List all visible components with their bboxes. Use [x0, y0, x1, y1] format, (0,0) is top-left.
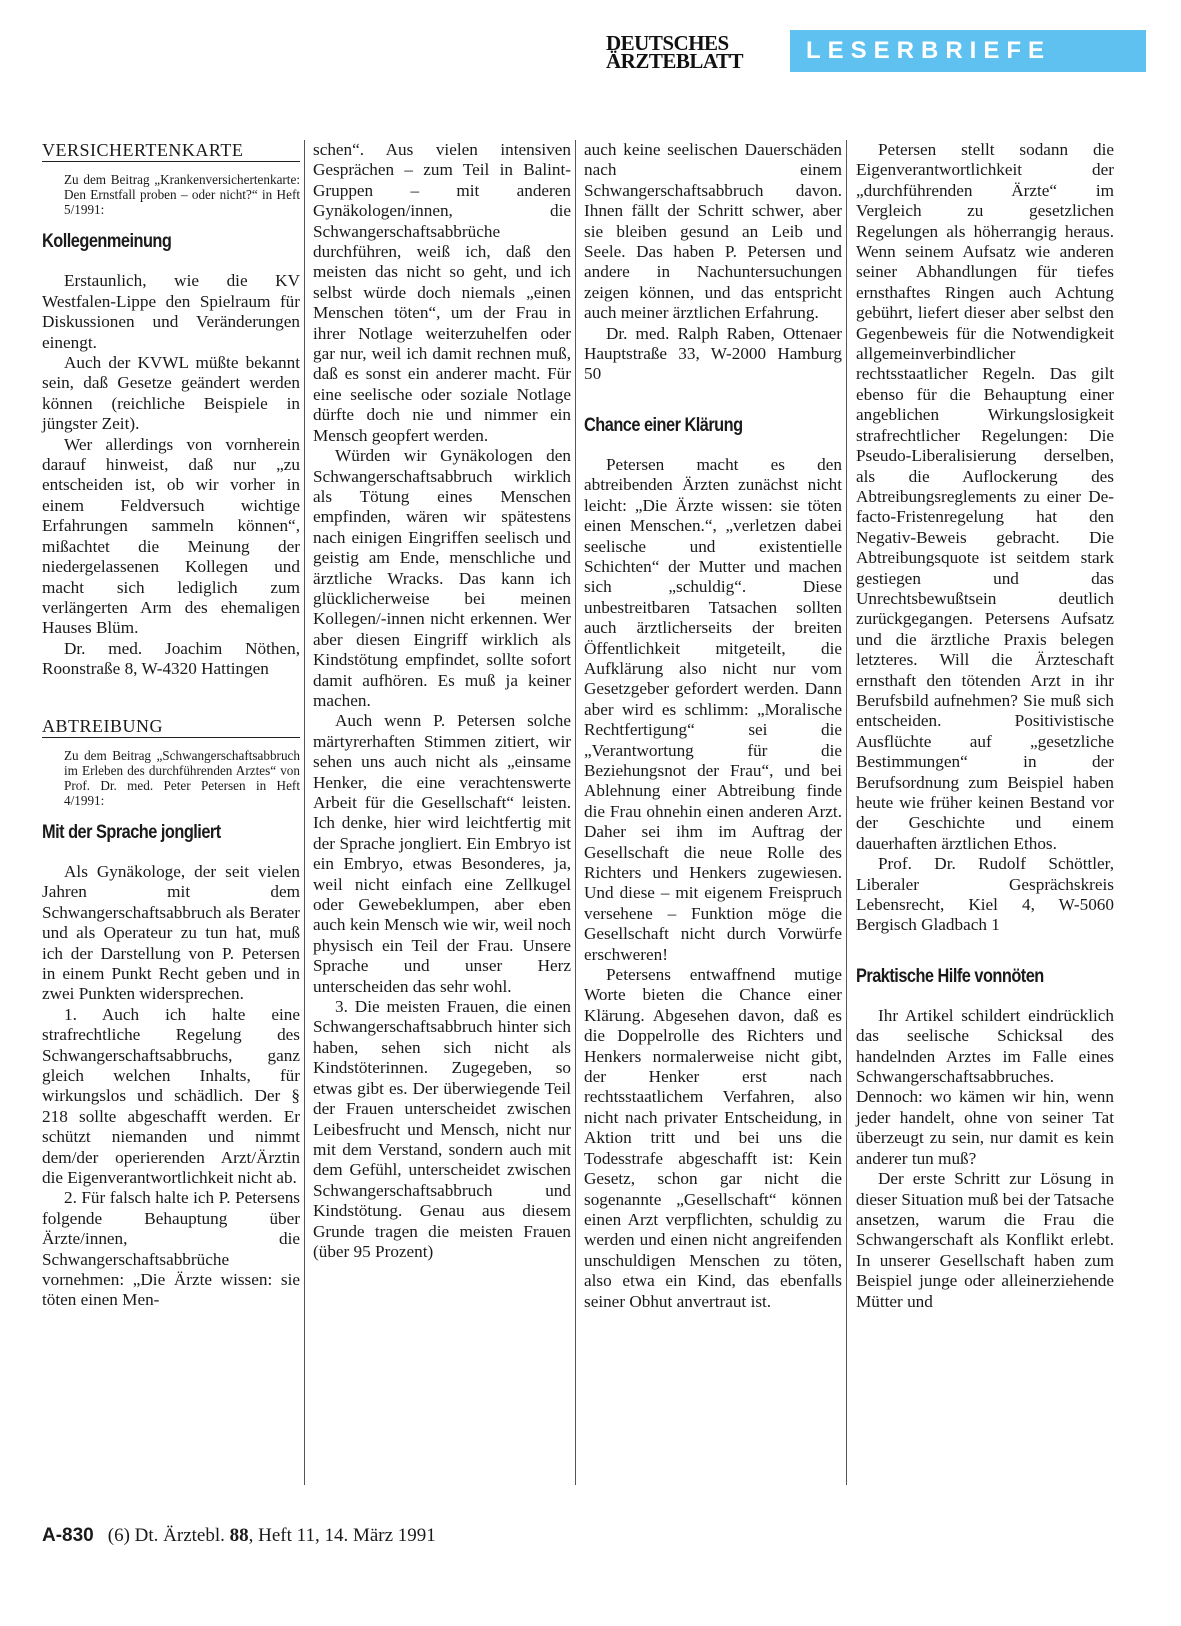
- citation-volume: 88: [229, 1525, 249, 1546]
- letter-headline: Mit der Sprache jongliert: [42, 821, 221, 843]
- column-divider: [575, 140, 576, 1485]
- masthead: [606, 30, 1146, 80]
- letter-paragraph: 3. Die meisten Frauen, die einen Schwangerschaftsabbruch hinter sich haben, sehen sich nicht als Kindstöterinnen. Zugegeben, so etwas gibt es. Der überwiegende Teil der Frauen unterscheidet zwischen Leibesfrucht und Mensch, nicht nur mit dem Verstand, sondern auch mit dem Gefühl, unterscheidet zwischen Schwangerschaftsabbruch und Kindstötung. Genau aus diesem Grunde tragen die meisten Frauen (über 95 Prozent): [313, 997, 571, 1261]
- letter-headline: Kollegenmeinung: [42, 231, 172, 253]
- column-divider: [304, 140, 305, 1485]
- letter-paragraph: Auch der KVWL müßte bekannt sein, daß Gesetze geändert werden können (reichliche Beispiele in jüngster Zeit).: [42, 353, 300, 434]
- column-4: [856, 140, 1114, 1312]
- letter-paragraph: Petersen macht es den abtreibenden Ärzten zunächst nicht leicht: „Die Ärzte wissen: sie töten einen Menschen.“, „verletzen dabei seelische und existentielle Schichten“ der Mutter und machen sich „schuldig“. Diese unbestreitbaren Tatsachen sollten auch ärztlicherseits der breiten Öffentlichkeit mitgeteilt, die Aufklärung also nicht nur vom Gesetzgeber gefordert werden. Dann aber wird es schlimm: „Moralische Rechtfertigung“ sei die „Verantwortung für die Beziehungsnot der Frau“, und bei Ablehnung einer Abtreibung finde die Frau ohnehin einen anderen Arzt. Daher sei ihm im Auftrag der Gesellschaft die neue Rolle des Richters und Henkers zugewiesen. Und diese – mit eigenem Freispruch versehene – Funktion möge die Gesellschaft nicht durch Vorwürfe erschweren!: [584, 454, 842, 964]
- letter-signature: Prof. Dr. Rudolf Schöttler, Liberaler Gesprächskreis Lebensrecht, Kiel 4, W-5060 Bergisch Gladbach 1: [856, 854, 1114, 935]
- column-divider: [846, 140, 847, 1485]
- article-reference: Zu dem Beitrag „Schwangerschaftsabbruch im Erleben des durchführenden Arztes“ von Prof. Dr. med. Peter Petersen in Heft 4/1991:: [64, 747, 300, 808]
- letter-paragraph: Als Gynäkologe, der seit vielen Jahren mit dem Schwangerschaftsabbruch als Berater und als Operateur zu tun hat, muß ich der Darstellung von P. Petersen in einem Punkt Recht geben und in zwei Punkten widersprechen.: [42, 861, 300, 1004]
- letter-paragraph: 2. Für falsch halte ich P. Petersens folgende Behauptung über Ärzte/innen, die Schwangerschaftsabbrüche vornehmen: „Die Ärzte wissen: sie töten einen Men-: [42, 1188, 300, 1310]
- letter-paragraph: Erstaunlich, wie die KV Westfalen-Lippe den Spielraum für Diskussionen und Veränderungen einengt.: [42, 271, 300, 352]
- page-footer: [42, 1525, 436, 1547]
- section-title-abtreibung: ABTREIBUNG: [42, 716, 300, 738]
- letter-paragraph: Der erste Schritt zur Lösung in dieser Situation muß bei der Tatsache ansetzen, warum die Frau die Schwangerschaft als Konflikt erlebt. In unserer Gesellschaft haben zum Beispiel junge oder alleinerziehende Mütter und: [856, 1169, 1114, 1311]
- page-number: A-830: [42, 1525, 94, 1546]
- section-title-versichertenkarte: VERSICHERTENKARTE: [42, 140, 300, 162]
- letter-paragraph: Petersens entwaffnend mutige Worte bieten die Chance einer Klärung. Abgesehen davon, daß es die Doppelrolle des Richters und Henkers normalerweise nicht gibt, der Henker erst nach rechtsstaatlichem Verfahren, also nicht nach privater Entscheidung, in Aktion tritt und bei uns die Todesstrafe abgeschafft ist: Kein Gesetz, schon gar nicht die sogenannte „Gesellschaft“ können einen Arzt verpflichten, schuldig zu werden und einen nicht angreifenden unschuldigen Menschen zu töten, also etwa ein Kind, das ebenfalls seiner Obhut anvertraut ist.: [584, 965, 842, 1311]
- journal-name: [606, 31, 743, 73]
- letter-paragraph: schen“. Aus vielen intensiven Gesprächen – zum Teil in Balint-Gruppen – mit anderen Gynäkologen/innen, die Schwangerschaftsabbrüche durchführen, weiß ich, daß den meisten das nicht so geht, und ich selbst würde doch niemals „einen Menschen töten“, um der Frau in ihrer Notlage weiterzuhelfen oder gar nur, weil ich damit rechnen muß, daß es sonst ein anderer macht. Für eine seelische oder soziale Notlage dürfte doch nie und nimmer ein Mensch geopfert werden.: [313, 140, 571, 445]
- column-2: [313, 140, 571, 1262]
- citation-suffix: , Heft 11, 14. März 1991: [248, 1525, 436, 1546]
- article-reference: Zu dem Beitrag „Krankenversichertenkarte: Den Ernstfall proben – oder nicht?“ in Heft 5/1991:: [64, 172, 300, 218]
- letter-paragraph: Petersen stellt sodann die Eigenverantwortlichkeit der „durchführenden Ärzte“ im Vergleich zu gesetzlichen Regelungen als höherrangig heraus. Wenn seinem Aufsatz wie anderen seiner Abhandlungen für tiefes ernsthaftes Ringen auch Achtung gebührt, liefert dieser aber selbst den Gegenbeweis für die Notwendigkeit allgemeinverbindlicher rechtsstaatlicher Regeln. Das gilt ebenso für die Behauptung einer angeblichen Wirkungslosigkeit strafrechtlicher Regelungen: Die Pseudo-Liberalisierung derselben, als die Auflockerung des Abtreibungsreglements zu einer De-facto-Fristenregelung hat den Negativ-Beweis gebracht. Die Abtreibungsquote ist seitdem stark gestiegen und das Unrechtsbewußtsein deutlich zurückgegangen. Petersens Aufsatz und die ärztliche Praxis belegen letzteres. Will die Ärzteschaft ernsthaft den tötenden Arzt in ihr Berufsbild aufnehmen? Sie muß sich entscheiden. Positivistische Ausflüchte auf „gesetzliche Bestimmungen“ in der Berufsordnung zum Beispiel haben heute wie früher keinen Bestand vor der Geschichte und einem dauerhaften ärztlichen Ethos.: [856, 140, 1114, 853]
- journal-name-line2: ÄRZTEBLATT: [606, 49, 743, 73]
- letter-signature: Dr. med. Joachim Nöthen, Roonstraße 8, W-4320 Hattingen: [42, 638, 300, 679]
- column-1: [42, 140, 300, 1311]
- journal-name-line1: DEUTSCHES: [606, 31, 729, 55]
- letter-paragraph: 1. Auch ich halte eine strafrechtliche Regelung des Schwangerschaftsabbruchs, ganz gleich welchen Inhalts, für wirkungslos und schädlich. Der § 218 sollte abgeschafft werden. Er schützt niemanden und nimmt dem/der operierenden Arzt/Ärztin die Eigenverantwortlichkeit nicht ab.: [42, 1004, 300, 1188]
- citation-prefix: (6) Dt. Ärztebl.: [107, 1525, 225, 1546]
- letter-headline: Praktische Hilfe vonnöten: [856, 965, 1044, 987]
- letter-paragraph: Auch wenn P. Petersen solche märtyrerhaften Stimmen zitiert, wir sehen uns auch nicht als „einsame Henker, die eine verachtenswerte Arbeit für die Gesellschaft“ leisten. Ich denke, hier wird leichtfertig mit der Sprache jongliert. Ein Embryo ist ein Embryo, etwas Besonderes, ja, weil nicht einfach eine Zellkugel oder Gewebeklumpen, aber eben auch kein Mensch wie wir, weil noch physisch ein Teil der Frau. Unsere Sprache und unser Herz unterscheiden das sehr wohl.: [313, 711, 571, 996]
- letter-paragraph: Würden wir Gynäkologen den Schwangerschaftsabbruch wirklich als Tötung eines Menschen empfinden, wären wir spätestens nach einigen Eingriffen seelisch und geistig am Ende, menschliche und ärztliche Wracks. Das kann ich glücklicherweise bei meinen Kollegen/-innen nicht erkennen. Wer aber diesen Eingriff wirklich als Kindstötung empfindet, sollte sofort damit aufhören. Es muß ja keiner machen.: [313, 446, 571, 710]
- section-banner: LESERBRIEFE: [790, 30, 1146, 72]
- letter-paragraph: Ihr Artikel schildert eindrücklich das seelische Schicksal des handelnden Arztes im Falle eines Schwangerschaftsabbruches. Dennoch: wo kämen wir hin, wenn jeder handelt, ohne von seiner Tat überzeugt zu sein, nur damit es kein anderer tun muß?: [856, 1005, 1114, 1168]
- letter-headline: Chance einer Klärung: [584, 414, 743, 436]
- letter-paragraph: auch keine seelischen Dauerschäden nach einem Schwangerschaftsabbruch davon. Ihnen fällt der Schritt schwer, aber sie bleiben gesund an Leib und Seele. Das haben P. Petersen und andere in Nachuntersuchungen zeigen können, und das entspricht auch meiner ärztlichen Erfahrung.: [584, 140, 842, 323]
- column-3: [584, 140, 842, 1312]
- letter-signature: Dr. med. Ralph Raben, Ottenaer Hauptstraße 33, W-2000 Hamburg 50: [584, 323, 842, 384]
- letter-paragraph: Wer allerdings von vornherein darauf hinweist, daß nur „zu entscheiden ist, ob wir vorher in einem Feldversuch wichtige Erfahrungen sammeln können“, mißachtet die Meinung der niedergelassenen Kollegen und macht sich lediglich zum verlängerten Arm des ehemaligen Hauses Blüm.: [42, 434, 300, 638]
